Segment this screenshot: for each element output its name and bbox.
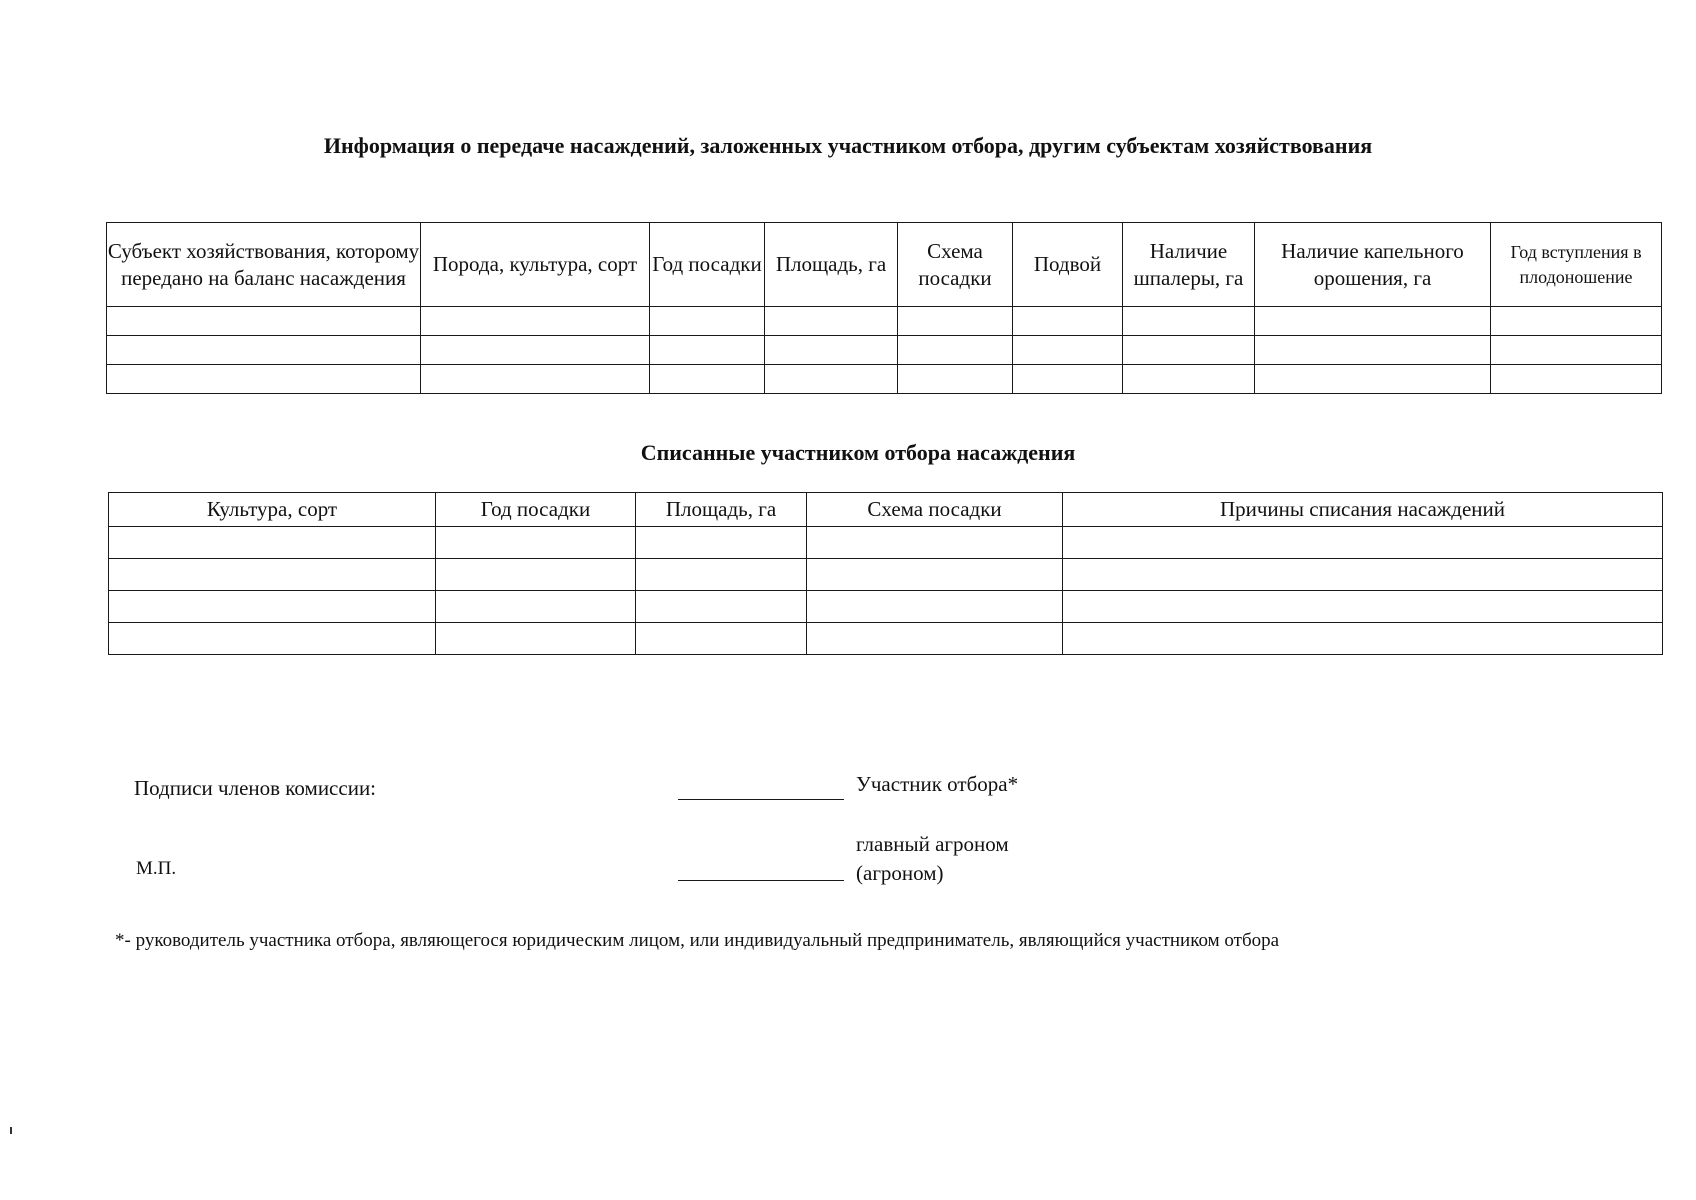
participant-signature-line[interactable] [678, 799, 844, 800]
table-row [107, 365, 1662, 394]
table-cell[interactable] [1123, 365, 1255, 394]
column-header-planting-year: Год посадки [650, 223, 765, 307]
column-header-planting-scheme: Схема посадки [898, 223, 1013, 307]
table-cell[interactable] [107, 307, 421, 336]
footnote: *- руководитель участника отбора, являющегося юридическим лицом, или индивидуальный предприниматель, являющийся участником отбора [115, 930, 1280, 951]
column-header-writeoff-reasons: Причины списания насаждений [1063, 493, 1663, 527]
column-header-culture-variety: Культура, сорт [109, 493, 436, 527]
agronomist-label [856, 830, 1009, 888]
writeoff-table [108, 492, 1663, 655]
agronomist-title-alt: (агроном) [856, 861, 944, 885]
table-row [109, 623, 1663, 655]
table-cell[interactable] [765, 365, 898, 394]
transfer-table [106, 222, 1662, 394]
transfer-section-title: Информация о передаче насаждений, заложенных участником отбора, другим субъектам хозяйствования [323, 133, 1373, 158]
table-cell[interactable] [650, 365, 765, 394]
table-cell[interactable] [898, 307, 1013, 336]
table-cell[interactable] [898, 336, 1013, 365]
table-cell[interactable] [1013, 307, 1123, 336]
table-cell[interactable] [807, 559, 1063, 591]
table-cell[interactable] [636, 591, 807, 623]
table-cell[interactable] [109, 623, 436, 655]
column-header-fruiting-year: Год вступления в плодоношение [1491, 223, 1662, 307]
table-cell[interactable] [1491, 365, 1662, 394]
table-cell[interactable] [436, 527, 636, 559]
table-cell[interactable] [636, 623, 807, 655]
table-cell[interactable] [650, 307, 765, 336]
table-cell[interactable] [109, 559, 436, 591]
table-cell[interactable] [107, 336, 421, 365]
table-cell[interactable] [421, 336, 650, 365]
table-cell[interactable] [765, 307, 898, 336]
column-header-breed-culture-variety: Порода, культура, сорт [421, 223, 650, 307]
column-header-area: Площадь, га [636, 493, 807, 527]
table-cell[interactable] [765, 336, 898, 365]
table-cell[interactable] [807, 591, 1063, 623]
table-cell[interactable] [636, 527, 807, 559]
table-cell[interactable] [1123, 307, 1255, 336]
table-cell[interactable] [1013, 365, 1123, 394]
table-cell[interactable] [1063, 591, 1663, 623]
participant-label: Участник отбора* [856, 772, 1019, 796]
transfer-table-header-row [107, 223, 1662, 307]
scan-mark [10, 1127, 12, 1134]
table-cell[interactable] [1255, 307, 1491, 336]
table-cell[interactable] [421, 365, 650, 394]
table-cell[interactable] [1063, 527, 1663, 559]
column-header-planting-scheme: Схема посадки [807, 493, 1063, 527]
agronomist-title: главный агроном [856, 832, 1009, 856]
table-cell[interactable] [636, 559, 807, 591]
table-cell[interactable] [1013, 336, 1123, 365]
writeoff-table-header-row [109, 493, 1663, 527]
table-cell[interactable] [436, 623, 636, 655]
table-cell[interactable] [1255, 365, 1491, 394]
table-cell[interactable] [807, 623, 1063, 655]
table-cell[interactable] [1491, 307, 1662, 336]
table-row [109, 591, 1663, 623]
agronomist-signature-line[interactable] [678, 880, 844, 881]
table-row [107, 336, 1662, 365]
table-cell[interactable] [436, 591, 636, 623]
table-cell[interactable] [807, 527, 1063, 559]
column-header-area: Площадь, га [765, 223, 898, 307]
seal-label: М.П. [136, 858, 177, 879]
table-row [107, 307, 1662, 336]
writeoff-section-title: Списанные участником отбора насаждения [640, 440, 1076, 465]
commission-signatures-label: Подписи членов комиссии: [134, 776, 377, 800]
column-header-drip-irrigation: Наличие капельного орошения, га [1255, 223, 1491, 307]
column-header-subject: Субъект хозяйствования, которому передано на баланс насаждения [107, 223, 421, 307]
table-cell[interactable] [1491, 336, 1662, 365]
table-cell[interactable] [898, 365, 1013, 394]
table-cell[interactable] [1063, 559, 1663, 591]
table-cell[interactable] [109, 591, 436, 623]
table-cell[interactable] [109, 527, 436, 559]
table-cell[interactable] [1123, 336, 1255, 365]
table-row [109, 559, 1663, 591]
table-cell[interactable] [421, 307, 650, 336]
table-cell[interactable] [1255, 336, 1491, 365]
table-cell[interactable] [107, 365, 421, 394]
table-cell[interactable] [436, 559, 636, 591]
table-row [109, 527, 1663, 559]
table-cell[interactable] [650, 336, 765, 365]
column-header-planting-year: Год посадки [436, 493, 636, 527]
column-header-rootstock: Подвой [1013, 223, 1123, 307]
table-cell[interactable] [1063, 623, 1663, 655]
column-header-trellis: Наличие шпалеры, га [1123, 223, 1255, 307]
